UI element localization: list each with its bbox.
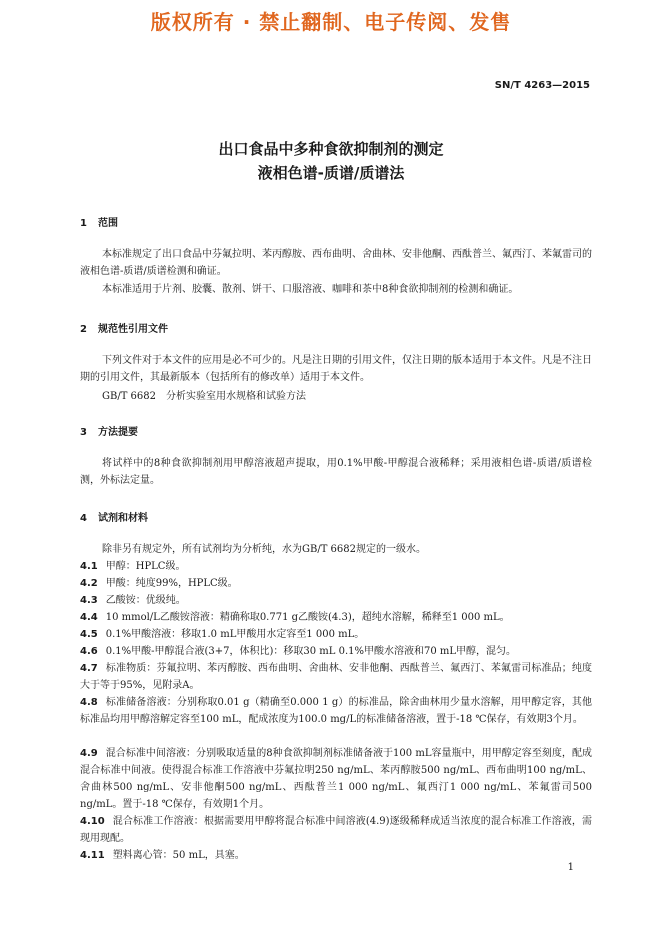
reagent-item: [80, 694, 592, 728]
item-number: 4.8: [80, 697, 98, 708]
item-text: 塑料离心管：50 mL，具塞。: [112, 850, 245, 861]
scope-paragraph-2: 本标准适用于片剂、胶囊、散剂、饼干、口服溶液、咖啡和茶中8种食欲抑制剂的检测和确证。: [102, 284, 519, 295]
item-text: 混合标准中间溶液：分别吸取适量的8种食欲抑制剂标准储备液于100 mL容量瓶中，用甲醇定容至刻度，配成混合标准中间液。使得混合标准工作溶液中芬氟拉明250 ng/mL、苯丙醇胺500 ng/mL、西布曲明100 ng/mL、舍曲林500 ng/mL、安非他酮500 ng/mL、西酞普兰1 000 ng/mL、氟西汀1 000 ng/mL、苯氟雷司500 ng/mL。置于-18 ℃保存，有效期1个月。: [80, 748, 592, 810]
item-number: 4.7: [80, 663, 98, 674]
section-number: 4: [80, 513, 87, 524]
section-number: 2: [80, 324, 87, 335]
item-text: 甲酸：纯度99%，HPLC级。: [105, 578, 238, 589]
section-number: 1: [80, 218, 87, 229]
item-number: 4.2: [80, 578, 98, 589]
item-text: 10 mmol/L乙酸铵溶液：精确称取0.771 g乙酸铵(4.3)，超纯水溶解，稀释至1 000 mL。: [105, 612, 510, 623]
item-text: 0.1%甲酸溶液：移取1.0 mL甲酸用水定容至1 000 mL。: [105, 629, 365, 640]
item-text: 甲醇：HPLC级。: [105, 561, 186, 572]
item-text: 混合标准工作溶液：根据需要用甲醇将混合标准中间溶液(4.9)逐级稀释成适当浓度的混合标准工作溶液，需现用现配。: [80, 816, 592, 844]
item-number: 4.5: [80, 629, 98, 640]
reagent-item: [80, 813, 592, 847]
reagent-item: [80, 558, 592, 575]
section-title: 方法提要: [98, 427, 138, 438]
reagent-item: [80, 643, 592, 660]
reference-document: GB/T 6682 分析实验室用水规格和试验方法: [102, 391, 307, 402]
section-title: 规范性引用文件: [98, 324, 168, 335]
reagents-intro: 除非另有规定外，所有试剂均为分析纯，水为GB/T 6682规定的一级水。: [102, 544, 427, 555]
item-text: 标准物质：芬氟拉明、苯丙醇胺、西布曲明、舍曲林、安非他酮、西酞普兰、氟西汀、苯氟雷司标准品；纯度大于等于95%，见附录A。: [80, 663, 592, 691]
reagent-item: [80, 847, 592, 864]
section-heading-scope: [80, 214, 118, 229]
item-text: 标准储备溶液：分别称取0.01 g（精确至0.000 1 g）的标准品，除舍曲林用少量水溶解，用甲醇定容，其他标准品均用甲醇溶解定容至100 mL，配成浓度为100.0 mg/L的标准储备溶液，置于-18 ℃保存，有效期3个月。: [80, 697, 592, 725]
item-text: 0.1%甲酸-甲醇混合液(3+7，体积比)：移取30 mL 0.1%甲酸水溶液和70 mL甲醇，混匀。: [105, 646, 517, 657]
page-number: 1: [567, 862, 574, 873]
item-number: 4.3: [80, 595, 98, 606]
section-number: 3: [80, 427, 87, 438]
standard-number: SN/T 4263—2015: [494, 80, 590, 91]
item-number: 4.9: [80, 748, 98, 759]
document-title-line1: 出口食品中多种食欲抑制剂的测定: [218, 140, 444, 158]
scope-paragraph-1: 本标准规定了出口食品中芬氟拉明、苯丙醇胺、西布曲明、舍曲林、安非他酮、西酞普兰、氟西汀、苯氟雷司的液相色谱-质谱/质谱检测和确证。: [80, 249, 592, 277]
section-title: 试剂和材料: [98, 513, 148, 524]
reagent-item: [80, 626, 592, 643]
section-heading-reagents: [80, 509, 148, 524]
item-text: 乙酸铵：优级纯。: [105, 595, 186, 606]
item-number: 4.6: [80, 646, 98, 657]
references-paragraph: 下列文件对于本文件的应用是必不可少的。凡是注日期的引用文件，仅注日期的版本适用于本文件。凡是不注日期的引用文件，其最新版本（包括所有的修改单）适用于本文件。: [80, 355, 592, 383]
reagent-item: [80, 609, 592, 626]
reagent-item: [80, 592, 592, 609]
section-heading-references: [80, 320, 168, 335]
method-paragraph: 将试样中的8种食欲抑制剂用甲醇溶液超声提取，用0.1%甲酸-甲醇混合液稀释；采用液相色谱-质谱/质谱检测，外标法定量。: [80, 458, 592, 486]
item-number: 4.11: [80, 850, 105, 861]
item-number: 4.10: [80, 816, 105, 827]
reagent-item: [80, 660, 592, 694]
item-number: 4.4: [80, 612, 98, 623]
copyright-banner: 版权所有 · 禁止翻制、电子传阅、发售: [150, 10, 512, 34]
section-title: 范围: [98, 218, 118, 229]
item-number: 4.1: [80, 561, 98, 572]
reagent-item: [80, 575, 592, 592]
section-heading-method: [80, 423, 138, 438]
reagent-item: [80, 745, 592, 813]
document-title-line2: 液相色谱-质谱/质谱法: [257, 164, 405, 182]
